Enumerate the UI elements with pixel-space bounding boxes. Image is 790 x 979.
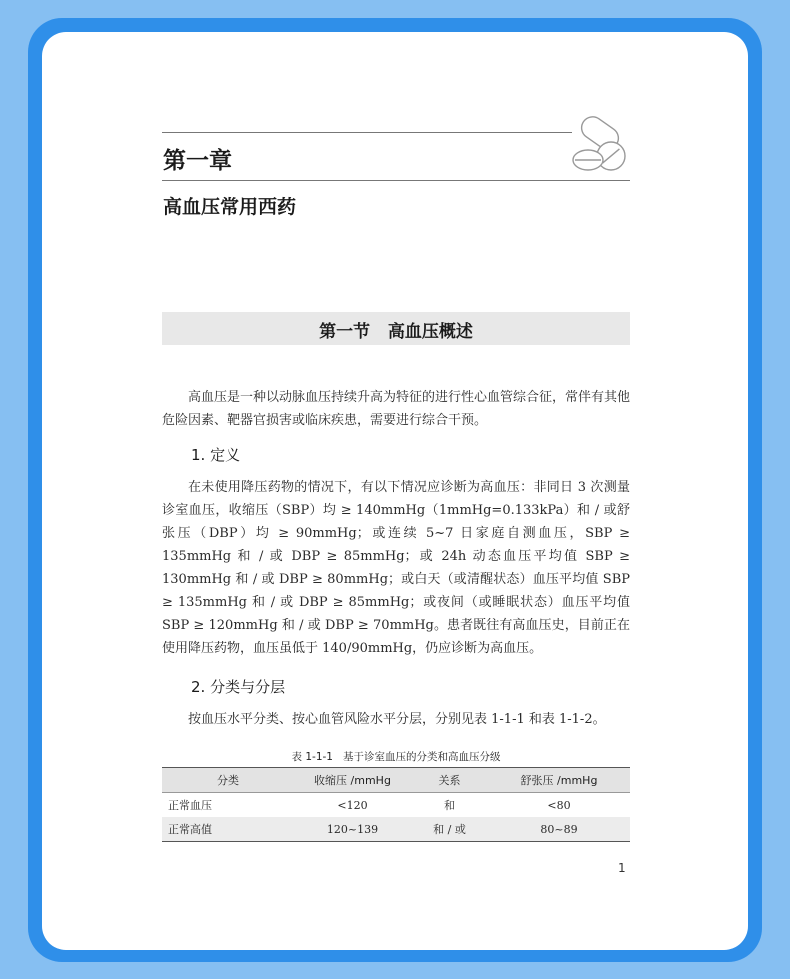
table-header-row: [162, 768, 630, 793]
chapter-title: 高血压常用西药: [163, 196, 297, 218]
table-header-cell: 舒张压 /mmHg: [488, 768, 630, 793]
chapter-rule-top: [162, 132, 572, 133]
section-title: 第一节 高血压概述: [319, 322, 473, 342]
classification-heading: 2. 分类与分层: [191, 678, 286, 696]
intro-paragraph: 高血压是一种以动脉血压持续升高为特征的进行性心血管综合征，常伴有其他危险因素、靶器官损害或临床疾患，需要进行综合干预。: [162, 390, 631, 428]
pill-icon: [560, 112, 634, 186]
bp-classification-table: [162, 767, 630, 842]
table-caption: 表 1-1-1 基于诊室血压的分类和高血压分级: [291, 751, 501, 763]
table-cell: 正常血压: [168, 799, 212, 812]
table-header-cell: 收缩压 /mmHg: [294, 768, 411, 793]
table-cell: <120: [337, 798, 368, 812]
table-cell: 80~89: [488, 817, 630, 842]
chapter-header: [162, 132, 630, 182]
table-header-cell: 关系: [411, 768, 488, 793]
table-row: [162, 817, 630, 842]
table-row: [162, 793, 630, 818]
definition-heading: 1. 定义: [191, 446, 241, 464]
table-cell: 120~139: [294, 817, 411, 842]
table-cell: 和: [444, 799, 455, 812]
table-cell: <80: [547, 798, 571, 812]
table-cell: 正常高值: [162, 817, 294, 842]
book-page: [42, 32, 748, 950]
definition-paragraph: 在未使用降压药物的情况下，有以下情况应诊断为高血压：非同日 3 次测量诊室血压，收缩压（SBP）均 ≥ 140mmHg（1mmHg=0.133kPa）和 / 或舒张压（DBP）均 ≥ 90mmHg；或连续 5~7 日家庭自测血压，SBP ≥ 135mmHg 和 / 或 DBP ≥ 85mmHg；或 24h 动态血压平均值 SBP ≥ 130mmHg 和 / 或 DBP ≥ 80mmHg；或白天（或清醒状态）血压平均值 SBP ≥ 135mmHg 和 / 或 DBP ≥ 85mmHg；或夜间（或睡眠状态）血压平均值 SBP ≥ 120mmHg 和 / 或 DBP ≥ 70mmHg。患者既往有高血压史，目前正在使用降压药物，血压虽低于 140/90mmHg，仍应诊断为高血压。: [162, 480, 630, 656]
page-number: 1: [618, 861, 626, 875]
table-cell: 和 / 或: [411, 817, 488, 842]
table-header-cell: 分类: [162, 768, 294, 793]
chapter-label: 第一章: [163, 148, 232, 174]
section-header: [162, 312, 630, 345]
classification-paragraph: 按血压水平分类、按心血管风险水平分层，分别见表 1-1-1 和表 1-1-2。: [188, 712, 606, 727]
